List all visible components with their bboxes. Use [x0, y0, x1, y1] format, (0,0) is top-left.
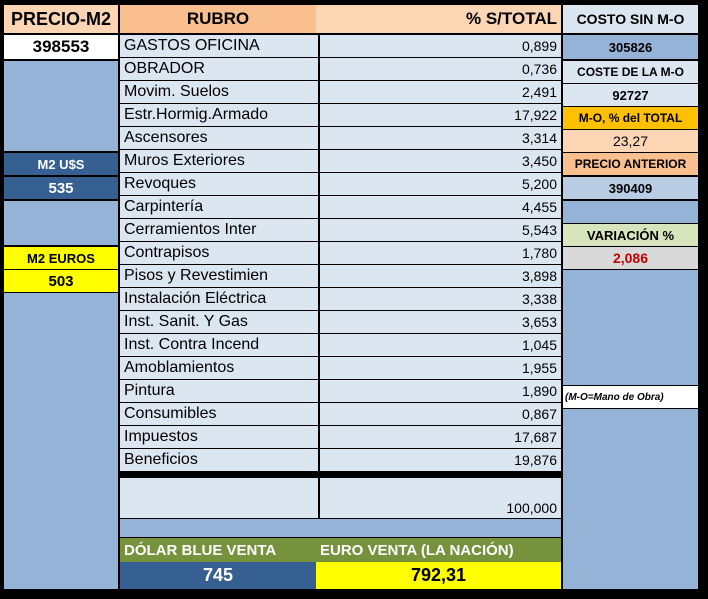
- mo-pct-label[interactable]: M-O, % del TOTAL: [563, 107, 698, 129]
- rubro-name[interactable]: Inst. Contra Incend: [120, 334, 318, 356]
- rubro-name[interactable]: Movim. Suelos: [120, 81, 318, 103]
- rubro-name[interactable]: GASTOS OFICINA: [120, 35, 318, 57]
- m2-usd-value[interactable]: 535: [4, 177, 118, 199]
- rubro-pct[interactable]: 3,898: [320, 265, 561, 287]
- right-blank-1: [563, 201, 698, 223]
- euro-label[interactable]: EURO VENTA (LA NACIÓN): [316, 538, 561, 562]
- coste-mo-value[interactable]: 92727: [563, 84, 698, 106]
- rubro-name[interactable]: Revoques: [120, 173, 318, 195]
- right-blank-3: [563, 409, 698, 589]
- rubro-name[interactable]: Muros Exteriores: [120, 150, 318, 172]
- variacion-value[interactable]: 2,086: [563, 247, 698, 269]
- rubro-pct[interactable]: 3,653: [320, 311, 561, 333]
- dolar-label[interactable]: DÓLAR BLUE VENTA: [120, 538, 316, 562]
- precio-anterior-value[interactable]: 390409: [563, 177, 698, 199]
- rubro-pct[interactable]: 0,867: [320, 403, 561, 425]
- left-blank-3: [4, 293, 118, 589]
- coste-mo-label[interactable]: COSTE DE LA M-O: [563, 61, 698, 83]
- mo-note: (M-O=Mano de Obra): [563, 386, 698, 408]
- rubro-header[interactable]: RUBRO: [120, 5, 316, 33]
- m2-euros-value[interactable]: 503: [4, 270, 118, 292]
- rubro-pct[interactable]: 19,876: [320, 449, 561, 471]
- total-spacer: [120, 519, 561, 537]
- rubro-pct[interactable]: 0,899: [320, 35, 561, 57]
- rubro-pct[interactable]: 17,922: [320, 104, 561, 126]
- rubro-pct[interactable]: 5,200: [320, 173, 561, 195]
- m2-usd-label[interactable]: M2 U$S: [4, 153, 118, 175]
- rubro-name[interactable]: Instalación Eléctrica: [120, 288, 318, 310]
- costo-sin-mo-label[interactable]: COSTO SIN M-O: [563, 5, 698, 33]
- rubro-pct[interactable]: 3,338: [320, 288, 561, 310]
- m2-euros-label[interactable]: M2 EUROS: [4, 247, 118, 269]
- rubro-pct[interactable]: 3,450: [320, 150, 561, 172]
- rubro-name[interactable]: Beneficios: [120, 449, 318, 471]
- rubro-pct[interactable]: 1,780: [320, 242, 561, 264]
- pct-header[interactable]: % S/TOTAL: [316, 5, 561, 33]
- rubro-name[interactable]: Pisos y Revestimien: [120, 265, 318, 287]
- rubro-pct[interactable]: 0,736: [320, 58, 561, 80]
- rubro-name[interactable]: OBRADOR: [120, 58, 318, 80]
- rubro-name[interactable]: Consumibles: [120, 403, 318, 425]
- rubro-name[interactable]: Ascensores: [120, 127, 318, 149]
- total-value[interactable]: 100,000: [320, 478, 561, 518]
- rubro-pct[interactable]: 1,045: [320, 334, 561, 356]
- rubro-name[interactable]: Cerramientos Inter: [120, 219, 318, 241]
- precio-m2-value[interactable]: 398553: [4, 35, 118, 59]
- euro-value[interactable]: 792,31: [316, 562, 561, 589]
- rubro-pct[interactable]: 1,955: [320, 357, 561, 379]
- right-blank-2: [563, 270, 698, 385]
- rubro-name[interactable]: Carpintería: [120, 196, 318, 218]
- total-name-blank: [120, 478, 318, 518]
- mo-pct-value[interactable]: 23,27: [563, 130, 698, 152]
- precio-anterior-label[interactable]: PRECIO ANTERIOR: [563, 153, 698, 175]
- left-blank-2: [4, 201, 118, 245]
- rubro-name[interactable]: Impuestos: [120, 426, 318, 448]
- variacion-label[interactable]: VARIACIÓN %: [563, 224, 698, 246]
- rubro-pct[interactable]: 1,890: [320, 380, 561, 402]
- left-blank-1: [4, 61, 118, 151]
- rubro-pct[interactable]: 17,687: [320, 426, 561, 448]
- rubro-pct[interactable]: 2,491: [320, 81, 561, 103]
- rubro-pct[interactable]: 3,314: [320, 127, 561, 149]
- rubro-pct[interactable]: 4,455: [320, 196, 561, 218]
- rubro-name[interactable]: Amoblamientos: [120, 357, 318, 379]
- rubro-name[interactable]: Contrapisos: [120, 242, 318, 264]
- rubro-name[interactable]: Pintura: [120, 380, 318, 402]
- rubro-pct[interactable]: 5,543: [320, 219, 561, 241]
- rubro-name[interactable]: Inst. Sanit. Y Gas: [120, 311, 318, 333]
- rubro-name[interactable]: Estr.Hormig.Armado: [120, 104, 318, 126]
- precio-m2-label[interactable]: PRECIO-M2: [4, 5, 118, 33]
- dolar-value[interactable]: 745: [120, 562, 316, 589]
- costo-sin-mo-value[interactable]: 305826: [563, 35, 698, 59]
